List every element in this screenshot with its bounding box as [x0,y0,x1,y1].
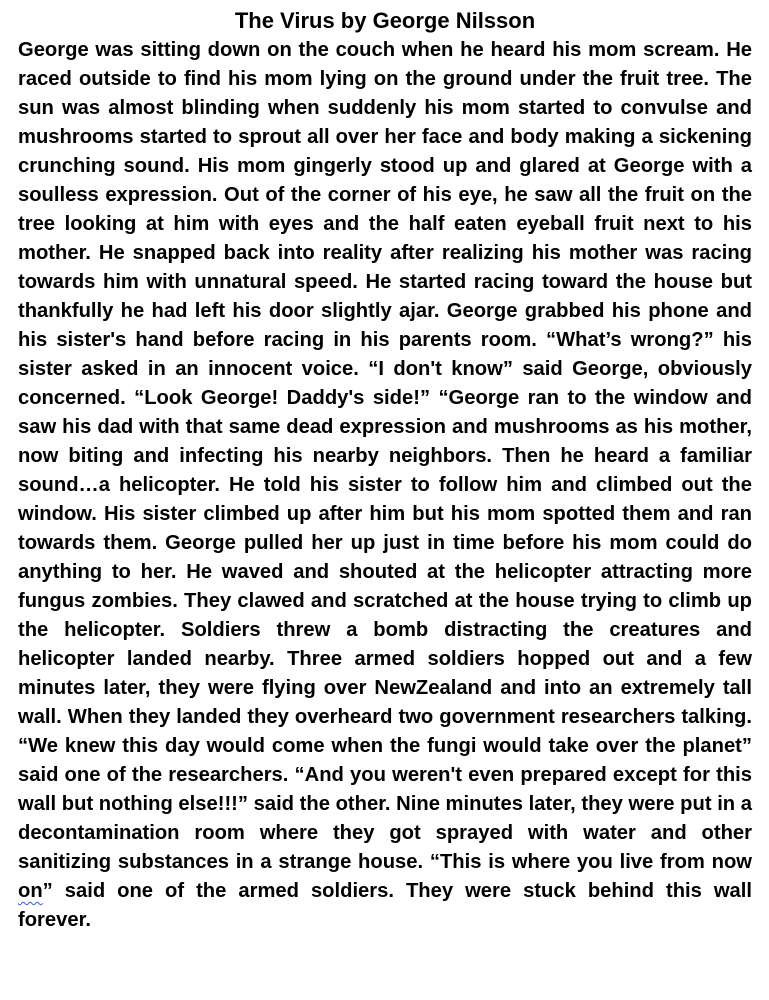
story-text-part-2: ” said one of the armed soldiers. They were stuck behind this wall forever. [18,880,752,931]
document-page [18,6,752,935]
story-paragraph [18,36,752,935]
spellcheck-flagged-word[interactable]: on [18,880,43,902]
story-text-part-1: George was sitting down on the couch when he heard his mom scream. He raced outside to find his mom lying on the ground under the fruit tree. The sun was almost blinding when suddenly his mom started to convulse and mushrooms started to sprout all over her face and body making a sickening crunching sound. His mom gingerly stood up and glared at George with a soulless expression. Out of the corner of his eye, he saw all the fruit on the tree looking at him with eyes and the half eaten eyeball fruit next to his mother. He snapped back into reality after realizing his mother was racing towards him with unnatural speed. He started racing toward the house but thankfully he had left his door slightly ajar. George grabbed his phone and his sister's hand before racing in his parents room. “What’s wrong?” his sister asked in an innocent voice. “I don't know” said George, obviously concerned. “Look George! Daddy's side!” “George ran to the window and saw his dad with that same dead expression and mushrooms as his mother, now biting and infecting his nearby neighbors. Then he heard a familiar sound…a helicopter. He told his sister to follow him and climbed out the window. His sister climbed up after him but his mom spotted them and ran towards them. George pulled her up just in time before his mom could do anything to her. He waved and shouted at the helicopter attracting more fungus zombies. They clawed and scratched at the house trying to climb up the helicopter. Soldiers threw a bomb distracting the creatures and helicopter landed nearby. Three armed soldiers hopped out and a few minutes later, they were flying over NewZealand and into an extremely tall wall. When they landed they overheard two government researchers talking. “We knew this day would come when the fungi would take over the planet” said one of the researchers. “And you weren't even prepared except for this wall but nothing else!!!” said the other. Nine minutes later, they were put in a decontamination room where they got sprayed with water and other sanitizing substances in a strange house. “This is where you live from now [18,39,752,873]
document-title: The Virus by George Nilsson [234,8,536,33]
